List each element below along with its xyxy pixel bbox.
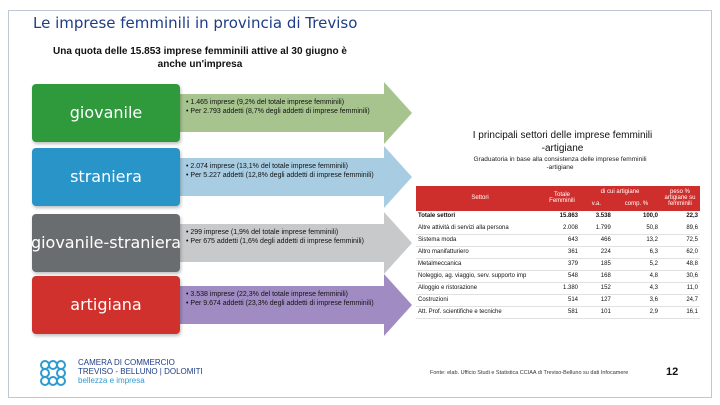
cell-label: Sistema moda bbox=[416, 234, 544, 246]
table-row bbox=[416, 282, 700, 294]
cell-peso: 22,3 bbox=[660, 210, 700, 222]
category-label: straniera bbox=[109, 233, 182, 252]
cell-tot: 514 bbox=[544, 294, 580, 306]
logo-line3: bellezza e impresa bbox=[78, 376, 145, 385]
category-arrow-4 bbox=[172, 274, 412, 334]
table-row bbox=[416, 270, 700, 282]
table-title-line1: I principali settori delle imprese femminili bbox=[472, 130, 653, 141]
category-arrow-3 bbox=[172, 212, 412, 272]
cell-label: Costruzioni bbox=[416, 294, 544, 306]
cell-comp: 2,9 bbox=[613, 306, 660, 318]
cell-tot: 1.380 bbox=[544, 282, 580, 294]
table-row bbox=[416, 306, 700, 318]
cell-va: 101 bbox=[580, 306, 613, 318]
cell-comp: 3,6 bbox=[613, 294, 660, 306]
cell-va: 224 bbox=[580, 246, 613, 258]
cell-comp: 5,2 bbox=[613, 258, 660, 270]
cell-peso: 62,0 bbox=[660, 246, 700, 258]
header-comp: comp. % bbox=[613, 198, 660, 210]
category-arrow-2 bbox=[172, 146, 412, 206]
category-label: straniera bbox=[70, 167, 142, 186]
source-note: Fonte: elab. Ufficio Studi e Statistica CCIAA di Treviso-Belluno su dati Infocamere bbox=[430, 370, 629, 376]
category-label: artigiana bbox=[70, 295, 142, 314]
cell-va: 185 bbox=[580, 258, 613, 270]
table-title-line2: -artigiane bbox=[541, 143, 584, 154]
cell-va: 127 bbox=[580, 294, 613, 306]
cell-peso: 16,1 bbox=[660, 306, 700, 318]
detail-line: • 1.465 imprese (9,2% del totale imprese femminili) bbox=[186, 99, 345, 106]
table-row bbox=[416, 234, 700, 246]
page-number: 12 bbox=[666, 366, 679, 378]
category-box-1 bbox=[32, 84, 180, 142]
cell-peso: 11,0 bbox=[660, 282, 700, 294]
cell-tot: 361 bbox=[544, 246, 580, 258]
cell-label: Altro manifatturiero bbox=[416, 246, 544, 258]
cell-comp: 50,8 bbox=[613, 222, 660, 234]
sectors-table bbox=[416, 186, 700, 319]
cell-comp: 4,3 bbox=[613, 282, 660, 294]
cell-tot: 643 bbox=[544, 234, 580, 246]
detail-line: • 3.538 imprese (22,3% del totale imprese femminili) bbox=[186, 291, 348, 298]
detail-line: • 2.074 imprese (13,1% del totale imprese femminili) bbox=[186, 163, 348, 170]
cell-peso: 30,6 bbox=[660, 270, 700, 282]
table-row bbox=[416, 222, 700, 234]
table-title bbox=[445, 129, 680, 155]
detail-line: • Per 2.793 addetti (8,7% degli addetti di imprese femminili) bbox=[186, 108, 370, 115]
category-label: giovanile bbox=[69, 103, 143, 122]
cell-peso: 72,5 bbox=[660, 234, 700, 246]
chamber-logo-text bbox=[78, 358, 203, 385]
category-arrow-1 bbox=[172, 82, 412, 142]
cell-tot: 581 bbox=[544, 306, 580, 318]
cell-peso: 24,7 bbox=[660, 294, 700, 306]
cell-tot: 379 bbox=[544, 258, 580, 270]
category-details bbox=[186, 290, 386, 308]
category-box-4 bbox=[32, 276, 180, 334]
category-label: giovanile- bbox=[30, 233, 110, 252]
table-subtitle-line1: Graduatoria in base alla consistenza delle imprese femminili bbox=[473, 156, 647, 163]
cell-peso: 48,8 bbox=[660, 258, 700, 270]
header-totale: Totale Femminili bbox=[544, 186, 580, 210]
cell-label: Noleggio, ag. viaggio, serv. supporto imp bbox=[416, 270, 544, 282]
cell-va: 466 bbox=[580, 234, 613, 246]
header-di-cui: di cui artigiane bbox=[580, 186, 660, 198]
category-details bbox=[186, 98, 386, 116]
cell-label: Totale settori bbox=[416, 210, 544, 222]
detail-line: • Per 9.674 addetti (23,3% degli addetti di imprese femminili) bbox=[186, 300, 374, 307]
category-details bbox=[186, 228, 386, 246]
category-details bbox=[186, 162, 386, 180]
cell-label: Metalmeccanica bbox=[416, 258, 544, 270]
cell-peso: 89,6 bbox=[660, 222, 700, 234]
cell-va: 3.538 bbox=[580, 210, 613, 222]
cell-va: 152 bbox=[580, 282, 613, 294]
cell-tot: 548 bbox=[544, 270, 580, 282]
detail-line: • 299 imprese (1,9% del totale imprese femminili) bbox=[186, 229, 339, 236]
table-row bbox=[416, 294, 700, 306]
table-row bbox=[416, 258, 700, 270]
logo-line1: CAMERA DI COMMERCIO bbox=[78, 358, 175, 367]
cell-comp: 4,8 bbox=[613, 270, 660, 282]
cell-label: Att. Prof. scientifiche e tecniche bbox=[416, 306, 544, 318]
cell-va: 168 bbox=[580, 270, 613, 282]
cell-comp: 100,0 bbox=[613, 210, 660, 222]
table-row bbox=[416, 246, 700, 258]
cell-va: 1.799 bbox=[580, 222, 613, 234]
chamber-logo-icon bbox=[36, 356, 70, 390]
header-peso: peso % artigiane su femminili bbox=[660, 186, 700, 210]
detail-line: • Per 675 addetti (1,6% degli addetti di imprese femminili) bbox=[186, 238, 364, 245]
slide-title: Le imprese femminili in provincia di Treviso bbox=[33, 14, 358, 32]
cell-label: Alloggio e ristorazione bbox=[416, 282, 544, 294]
logo-line2: TREVISO - BELLUNO | DOLOMITI bbox=[78, 367, 203, 376]
header-settori: Settori bbox=[416, 186, 544, 210]
slide-subtitle: Una quota delle 15.853 imprese femminili attive al 30 giugno è anche un'impresa bbox=[53, 46, 347, 70]
detail-line: • Per 5.227 addetti (12,8% degli addetti di imprese femminili) bbox=[186, 172, 374, 179]
table-row bbox=[416, 210, 700, 222]
cell-tot: 15.863 bbox=[544, 210, 580, 222]
table-subtitle-line2: -artigiane bbox=[546, 164, 574, 171]
cell-comp: 13,2 bbox=[613, 234, 660, 246]
category-box-3 bbox=[32, 214, 180, 272]
cell-label: Altre attività di servizi alla persona bbox=[416, 222, 544, 234]
cell-tot: 2.008 bbox=[544, 222, 580, 234]
header-va: v.a. bbox=[580, 198, 613, 210]
table-subtitle bbox=[440, 156, 680, 172]
category-box-2 bbox=[32, 148, 180, 206]
cell-comp: 6,3 bbox=[613, 246, 660, 258]
